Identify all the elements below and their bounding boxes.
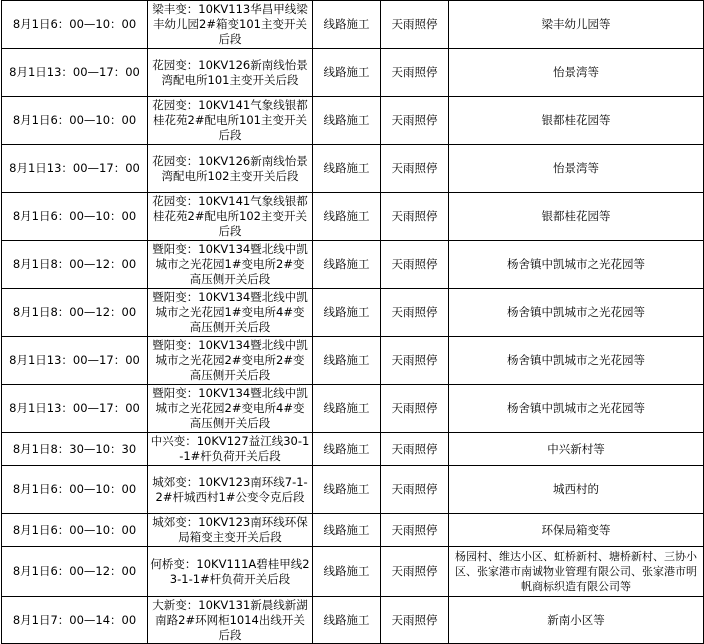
outage-time: 8月1日6：00—10：00: [2, 466, 148, 514]
outage-range: 梁丰变：10KV113华昌甲线梁丰幼儿园2#箱变101主变开关后段: [148, 1, 313, 49]
weather-note: 天雨照停: [381, 193, 449, 241]
outage-time: 8月1日6：00—10：00: [2, 193, 148, 241]
affected-area: 银都桂花园等: [449, 97, 704, 145]
outage-time: 8月1日6：00—10：00: [2, 514, 148, 547]
outage-range: 城郊变：10KV123南环线环保局箱变主变开关后段: [148, 514, 313, 547]
outage-range: 暨阳变：10KV134暨北线中凯城市之光花园2#变电所2#变高压侧开关后段: [148, 337, 313, 385]
table-row: [2, 49, 704, 97]
outage-reason: 线路施工: [313, 433, 381, 466]
outage-range: 城郊变：10KV123南环线7-1-2#杆城西村1#公变令克后段: [148, 466, 313, 514]
outage-reason: 线路施工: [313, 49, 381, 97]
outage-reason: 线路施工: [313, 145, 381, 193]
outage-reason: 线路施工: [313, 514, 381, 547]
affected-area: 怡景湾等: [449, 145, 704, 193]
affected-area: 城西村的: [449, 466, 704, 514]
table-row: [2, 514, 704, 547]
table-row: [2, 547, 704, 597]
affected-area: 新南小区等: [449, 597, 704, 644]
outage-range: 花园变：10KV141气象线银都桂花苑2#配电所102主变开关后段: [148, 193, 313, 241]
weather-note: 天雨照停: [381, 145, 449, 193]
weather-note: 天雨照停: [381, 514, 449, 547]
table-row: [2, 145, 704, 193]
outage-time: 8月1日6：00—10：00: [2, 1, 148, 49]
affected-area: 杨舍镇中凯城市之光花园等: [449, 289, 704, 337]
outage-reason: 线路施工: [313, 385, 381, 433]
table-row: [2, 433, 704, 466]
table-row: [2, 241, 704, 289]
outage-range: 暨阳变：10KV134暨北线中凯城市之光花园2#变电所4#变高压侧开关后段: [148, 385, 313, 433]
weather-note: 天雨照停: [381, 433, 449, 466]
outage-time: 8月1日8：00—12：00: [2, 289, 148, 337]
outage-range: 花园变：10KV126新南线怡景湾配电所101主变开关后段: [148, 49, 313, 97]
weather-note: 天雨照停: [381, 466, 449, 514]
outage-time: 8月1日6：00—10：00: [2, 97, 148, 145]
table-row: [2, 466, 704, 514]
outage-reason: 线路施工: [313, 597, 381, 644]
affected-area: 杨舍镇中凯城市之光花园等: [449, 241, 704, 289]
outage-range: 大新变：10KV131新晨线新湖南路2#环网柜1014出线开关后段: [148, 597, 313, 644]
affected-area: 杨舍镇中凯城市之光花园等: [449, 385, 704, 433]
outage-reason: 线路施工: [313, 547, 381, 597]
weather-note: 天雨照停: [381, 547, 449, 597]
affected-area: 环保局箱变等: [449, 514, 704, 547]
outage-range: 花园变：10KV126新南线怡景湾配电所102主变开关后段: [148, 145, 313, 193]
outage-range: 中兴变：10KV127益江线30-1-1#杆负荷开关后段: [148, 433, 313, 466]
outage-range: 暨阳变：10KV134暨北线中凯城市之光花园1#变电所4#变高压侧开关后段: [148, 289, 313, 337]
outage-reason: 线路施工: [313, 97, 381, 145]
weather-note: 天雨照停: [381, 49, 449, 97]
outage-time: 8月1日13：00—17：00: [2, 145, 148, 193]
table-row: [2, 597, 704, 644]
affected-area: 中兴新村等: [449, 433, 704, 466]
affected-area: 怡景湾等: [449, 49, 704, 97]
outage-reason: 线路施工: [313, 337, 381, 385]
table-row: [2, 97, 704, 145]
affected-area: 梁丰幼儿园等: [449, 1, 704, 49]
outage-time: 8月1日13：00—17：00: [2, 337, 148, 385]
table-row: [2, 385, 704, 433]
outage-reason: 线路施工: [313, 241, 381, 289]
outage-reason: 线路施工: [313, 193, 381, 241]
outage-time: 8月1日8：30—10：30: [2, 433, 148, 466]
affected-area: 杨舍镇中凯城市之光花园等: [449, 337, 704, 385]
outage-reason: 线路施工: [313, 466, 381, 514]
table-row: [2, 289, 704, 337]
outage-range: 暨阳变：10KV134暨北线中凯城市之光花园1#变电所2#变高压侧开关后段: [148, 241, 313, 289]
outage-schedule-table: [1, 0, 704, 644]
weather-note: 天雨照停: [381, 385, 449, 433]
outage-time: 8月1日7：00—14：00: [2, 597, 148, 644]
outage-time: 8月1日13：00—17：00: [2, 385, 148, 433]
table-row: [2, 1, 704, 49]
weather-note: 天雨照停: [381, 241, 449, 289]
table-row: [2, 193, 704, 241]
outage-reason: 线路施工: [313, 289, 381, 337]
weather-note: 天雨照停: [381, 97, 449, 145]
outage-time: 8月1日8：00—12：00: [2, 241, 148, 289]
weather-note: 天雨照停: [381, 597, 449, 644]
affected-area: 杨园村、维达小区、虹桥新村、塘桥新村、三协小区、张家港市南诚物业管理有限公司、张家港市明帆商标织造有限公司等: [449, 547, 704, 597]
outage-reason: 线路施工: [313, 1, 381, 49]
weather-note: 天雨照停: [381, 289, 449, 337]
outage-time: 8月1日6：00—12：00: [2, 547, 148, 597]
outage-time: 8月1日13：00—17：00: [2, 49, 148, 97]
affected-area: 银都桂花园等: [449, 193, 704, 241]
weather-note: 天雨照停: [381, 1, 449, 49]
weather-note: 天雨照停: [381, 337, 449, 385]
outage-range: 何桥变：10KV111A碧桂甲线23-1-1#杆负荷开关后段: [148, 547, 313, 597]
table-row: [2, 337, 704, 385]
outage-range: 花园变：10KV141气象线银都桂花苑2#配电所101主变开关后段: [148, 97, 313, 145]
